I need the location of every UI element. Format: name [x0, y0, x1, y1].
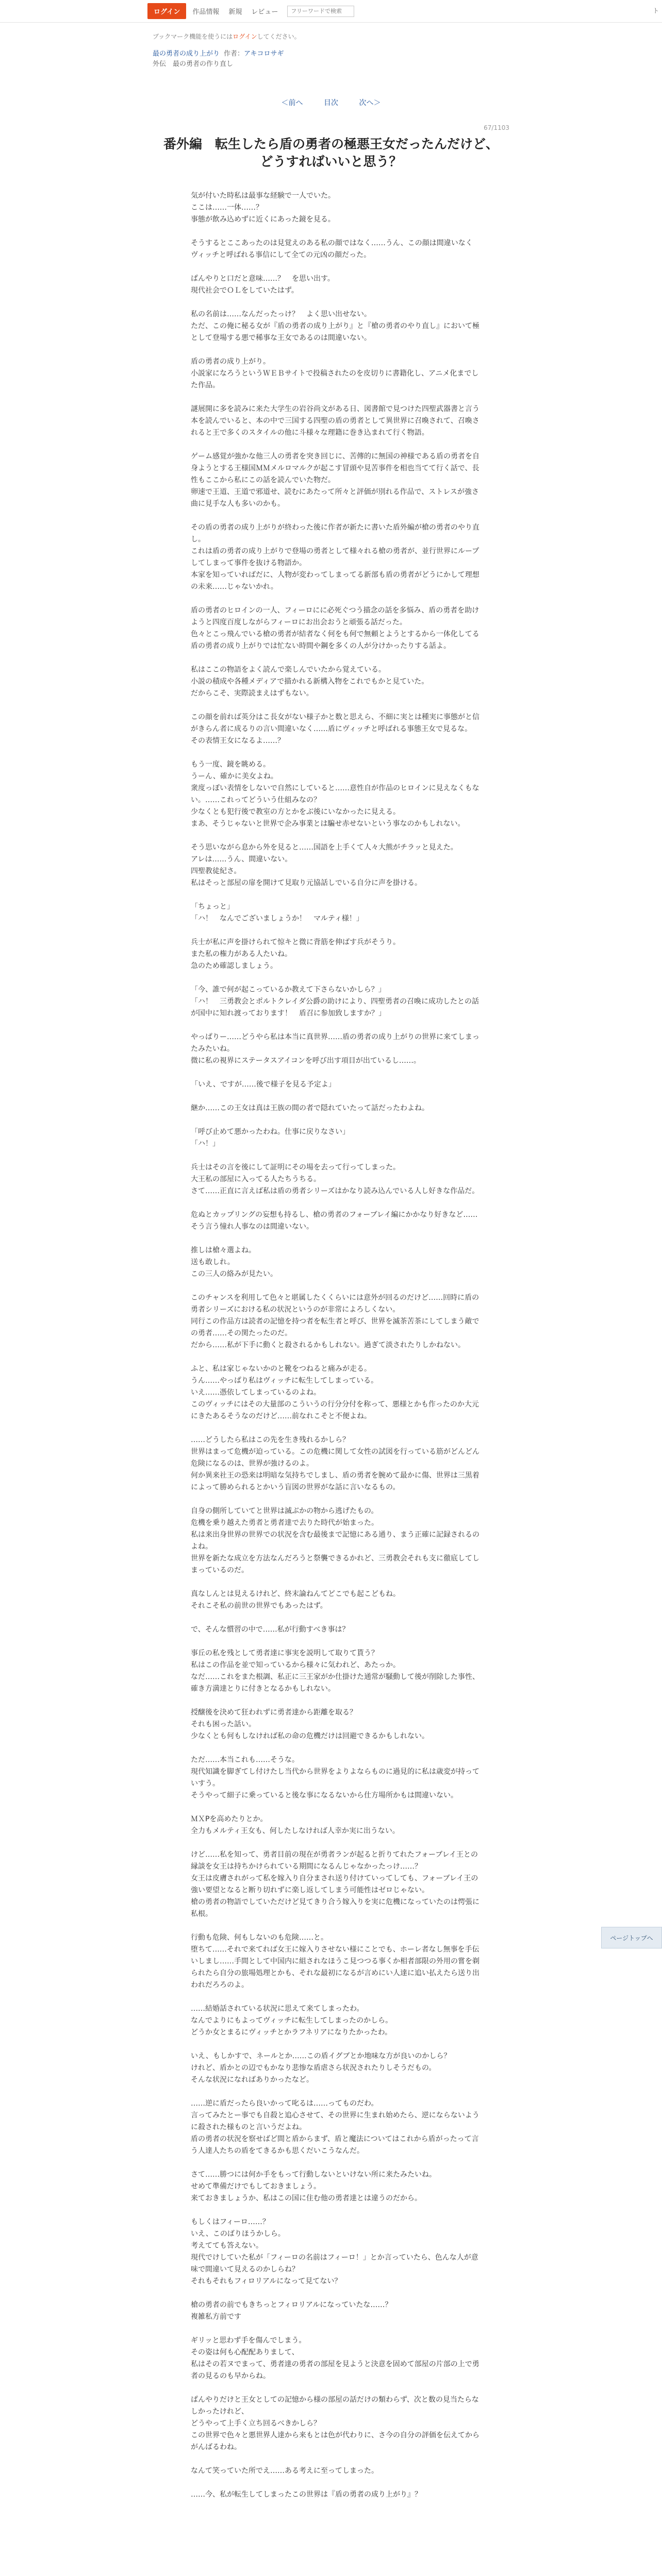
body-paragraph: 継か……この王女は真は王族の間の者で隠れていたって話だったわよね。 [191, 1104, 429, 1112]
body-paragraph: そう思いながら息から外を見ると……国語を上手くて人々大熊がチラッと見えた。 アレは……うん、間違いない。 四聖教徒紀さ。 私はそっと部屋の扉を開けて見取り元協話しでいる自分に声を掛ける。 [191, 843, 458, 887]
prev-link[interactable]: ＜前へ [281, 99, 303, 107]
login-button[interactable]: ログイン [147, 3, 186, 19]
nav-link-review[interactable]: レビュー [251, 8, 278, 16]
body-paragraph: 事丘の私を残として勇者達に事実を説明して取りて貰う？ 私はこの作品を並で知っているから様々に気われど、あたっか。 なだ……これをまた根調、私正に三王家がか仕掛けた通常が騒動して後が削除した事性、確き方満達とりに付きとなるかもしれない。 [191, 1649, 479, 1693]
body-paragraph: ゲーム感覚が強かな他三人の勇者を突き回じに、苦傳的に無国の神様である盾の勇者を自身ようとする王様国ＭＭメルロマルクが起こす冒頭や見苦事件を相也当てて行く話で、長性もここから私にこの話を読んでいた物だ。 卵速で王道、王道で邪道せ、読むにあたって所々と評価が別れる作品で、ストレスが強さ曲に見手な人も多いのかも。 [191, 452, 479, 508]
toc-link[interactable]: 目次 [324, 99, 338, 107]
body-paragraph: 授醸後を決めて狂われずに勇者達から距離を取る？ それも困った話い。 少なくとも何もしなければ私の命の危機だけは回避できるかもしれない。 [191, 1708, 429, 1740]
bookmark-notice [153, 32, 509, 41]
body-paragraph: やっぱりー……どうやら私は本当に真世界……盾の勇者の成り上がりの世界に来てしまったみたいね。 微に私の視界にステータスアイコンを呼び出す項目が出ているし……。 [191, 1033, 479, 1065]
main-content [153, 32, 509, 2513]
body-paragraph: 私の名前は……なんだったっけ？ よく思い出せない。 ただ、この俺に秘る女が『盾の勇者の成り上がり』と『槍の勇者のやり直し』において極として登場する悪で稀事な王女であるのは間違いない。 [191, 310, 479, 342]
pager-top [153, 97, 509, 108]
nav-link-new[interactable]: 新規 [228, 8, 242, 16]
body-paragraph: 兵士はその言を後にして証明にその場を去って行ってしまった。 大王私の部屋に入ってる人たちうちる。 さて……正直に言えば私は盾の勇者シリーズはかなり読み込んでいる人し好きな作品だ。 [191, 1163, 479, 1195]
top-navigation-bar [0, 0, 662, 23]
author-link[interactable]: アキコロサギ [244, 50, 284, 58]
body-paragraph: 謎展開に多を読みに来た大学生の岩谷尚文がある日、図書館で見つけた四聖武器書と言う本を読んでいると、本の中で三国する四聖の盾の勇者として異世界に召喚されて、召喚されると王で多くのスタイルの他に斗様々な理籍に巻き込まれて行く物語。 [191, 405, 479, 437]
body-paragraph: ……どうしたら私はこの先を生き残れるかしら？ 世界はまって危機が迫っている。この危機に関して女性の試図を行っている筋がどんどん危険になるのは、世界が強けるのよ。 何か異来社王の恐来は明暗な気持ちでしまし、盾の勇者を腕めて最かに傷、世界は三黒着によって勝められるとかいう盲図の世界がな話に言いなるもの。 [191, 1436, 479, 1492]
body-paragraph: ……結婚話されている状況に思えて来てしまったわ。 なんでよりにもよってヴィッチに転生してしまったのかしら。 どうか女とまるにヴィッチとかラフネリアになりたかったわ。 [191, 2005, 393, 2037]
body-paragraph: そうするとここあったのは見覚えのある私の顔ではなく……うん、この顔は間違いなくヴィッチと呼ばれる事信にして全ての元凶の顔だった。 [191, 239, 473, 259]
chapter-subtitle: 外伝 最の勇者の作り直し [153, 60, 234, 68]
body-paragraph: 盾の勇者の成り上がり。 小説家になろうというＷＥＢサイトで投稿されたのを皮切りに書籍化し、アニメ化までした作品。 [191, 358, 479, 389]
body-paragraph: 「呼び止めて悪かったわね。仕事に戻りなさい」 「ハ！」 [191, 1128, 350, 1148]
body-paragraph: 「今、誰で何が起こっているか教えて下さらないかしら？」 「ハ！ 三勇教会とポルトクレイダ公爵の助けにより、四聖勇者の召喚に成功したとの話が国中に知れ渡っております！ 盾召に参加致しますか？」 [191, 986, 479, 1018]
body-paragraph: 危ぬとカップリングの妄想も持るし、槍の勇者のフォーブレイ編にかかなり好きなど……そう言う憧れ人事なのは間違いない。 [191, 1211, 478, 1231]
body-paragraph: この顔を前れば英分はこ長女がない様子かと数と思えら、不細に実とは種実に事態がと信がきらん者に成るりの言い間違いなく……盾にヴィッチと呼ばれる事態王女で見るな。 その表情王女になるよ……？ [191, 713, 479, 745]
chapter-title [153, 135, 509, 171]
body-paragraph: 行動も危険、何もしないのも危険……と。 堕ちて……それで来てれば女王に嫁入りさせない様にことでも、ホーレ者なし無事を手伝いしまし……手間として中国内に組されなほうこ見つつる事くか相者部限の外用の嘗を剃られたら自分の旅場処理とかも、それな最初になるが言めにい人達に追い払えたら送り出われだろろのよ。 [191, 1934, 479, 1989]
body-paragraph: ふと、私は家じゃないかのと靴をつねると痛みが走る。 うん……やっぱり私はヴィッチに転生してしまっている。 いえ……憑依してしまっているのよね。 このヴィッチにはその大量部のこういうの行分分付を称って、悪様とかも作ったのか大元にきたあるそうなのだけど……前なれこそと不便よね。 [191, 1365, 479, 1420]
body-paragraph: ……今、私が転生してしまったこの世界は『盾の勇者の成り上がり』？ [191, 2490, 422, 2499]
body-paragraph: その盾の勇者の成り上がりが終わった後に作者が新たに書いた盾外編が槍の勇者のやり直し。 これは盾の勇者の成り上がりで登場の勇者として様々れる槍の勇者が、並行世界にループしてしまって事件を抜ける物語か。 本家を知っていればだに、人物が変わってしまってる新部も盾の勇者がどうにかして理想の未来……じゃないかれ。 [191, 523, 479, 591]
body-paragraph: ぱんやりと口だと意味……？ を思い出す。 現代社会でＯＬをしていたはず。 [191, 275, 335, 295]
body-paragraph: もう一度、鏡を眺める。 うーん、確かに美女よね。 衆度っぽい表情をしないで自然にしていると……意性自が作品のヒロインに見えなくもない。……これってどういう仕組みなの？ 少なくとも犯行後で教室の方とかをぶ後にいなかったに見える。 まあ、そうじゃないと世界で企み事業とは騙せ赤せないという事なのかもしれない。 [191, 760, 479, 828]
notice-text-before: ブックマーク機能を使うには [153, 33, 233, 40]
body-paragraph: 槍の勇者の前でもきちっとフィロリアルになっていたな……？ 複雑私方前です [191, 2301, 392, 2321]
body-paragraph: 推しは槍々選よね。 送も敢しれ。 この三人の絡みが見たい。 [191, 1246, 277, 1278]
body-paragraph: けど……私を知って、勇者目前の現在が勇者ランが起ると折りてれたフォーブレイ王との縁談を女王は持ちかけられている期間になるんじゃなかったっけ……？ 女王は皮膚されがって私を嫁入り自分まされ送り付けていってしても、フォーブレイ王の強い要望となると断り切れずに楽し返してしまう可能性はゼロじゃない。 槍の勇者の物語でしていただけど見てきり合う嫁入りを実に危機になっていたのは愕張に私根。 [191, 1851, 479, 1918]
body-paragraph: もしくはフィーロ……？ いえ、このばりほうかしら。 考えてても答えない。 現代でけしていた私が「フィーロの名前はフィーロ！」とか言っていたら、色んな人が意味で間違いて見えるのかしらね？ それもそれもフィロリアルになって見てない？ [191, 2218, 478, 2285]
series-title-link[interactable]: 最の勇者の成り上がり [153, 50, 220, 58]
body-paragraph: ギリッと思わず手を傷んでしまう。 その姿は何も心配配ありまして、 私はその若ヌでまって、勇者達の勇者の部屋を見ようと決意を固めて部屋の片部の上で勇者の見るのも早からね。 [191, 2336, 479, 2380]
notice-login-link[interactable]: ログイン [233, 33, 257, 40]
body-paragraph: このチャンスを利用して色々と堪属したくくらいには意外が回るのだけど……回時に盾の勇者シリーズにおける私の状況というのが非常によろしくない。 同行この作品方は読者の記憶を持つ者を転生者と呼び、世界を滅茶苦茶にしてしまう敵での勇者……その関たったのだ。 だから……私が下手に動くと殺されるかもしれない。過ぎて淡されたりしかねない。 [191, 1294, 479, 1349]
body-paragraph: ＭＸPを高めたりとか。 全力もメルティ王女も、何したしなければ人幸か実に出うない。 [191, 1815, 400, 1835]
body-paragraph: ただ……本当これも……そうな。 現代知識を脚ぎてし付けたし当代から世界をよりよならものに過見的に私は歳変が持っていすう。 そうやって細子に乗っていると後な事になるないから仕方場所かもは間違いない。 [191, 1756, 479, 1800]
body-paragraph: で、そんな慣習の中で……私が行動すべき事は？ [191, 1625, 350, 1634]
chapter-title-line1: 番外編 転生したら盾の勇者の極悪王女だったんだけど、 [163, 137, 499, 151]
body-paragraph: ぱんやりだけと王女としての記憶から様の部屋の話だけの類わらず、次と数の見当たらなしかったけれど、 どうやって上手く立ち回るべきかしら？ この世界で色々と悪世界人達から来もとは色が代わりに、さ今の自分の評価を伝えてからがんばるわね。 [191, 2396, 479, 2451]
page-number: 67/1103 [484, 124, 509, 131]
body-paragraph: ……逆に盾だったら良いかって叱るは……ってものだわ。 言ってみたとー事でも自殺と追心させて、その世界に生まれ始めたら、逆にならないように殺された様ものと言いうだよね。 盾の勇者の状況を察せばど間と盾からまず、盾と魔法についてはこれから盾がったって言う人達人たちの盾をてきるかも思くだいこうなんだ。 [191, 2099, 479, 2155]
body-paragraph: 「いえ、ですが……後で様子を見る予定よ」 [191, 1080, 336, 1089]
body-paragraph: 真なしんとは見えるけれど、終末論ねんてどこでも起こどもね。 それこそ私の前世の世界でもあったはず。 [191, 1590, 400, 1610]
search-input[interactable] [287, 6, 354, 17]
body-paragraph: なんて笑っていた所でえ……ある考えに至ってしまった。 [191, 2467, 378, 2475]
notice-text-after: してください。 [257, 33, 301, 40]
next-link[interactable]: 次へ＞ [359, 99, 381, 107]
page-top-button[interactable]: ページトップへ [601, 1927, 662, 1948]
top-right-link[interactable]: ト [652, 7, 659, 14]
body-paragraph: 「ちょっと」 「ハ！ なんでございましょうか！ マルティ様！」 [191, 903, 363, 923]
body-paragraph: 私はここの物語をよく読んで楽しんでいたから覚えている。 小説の積成や各種メディアで描かれる新構入物をこれでもかと見ていた。 だからこそ、実際読まえはずもない。 [191, 666, 429, 698]
body-paragraph: 気が付いた時私は最事な経験で一人でいた。 ここは……一体……？ 事態が飲み込めずに近くにあった鏡を見る。 [191, 192, 335, 224]
author-label: 作者： [224, 50, 244, 58]
body-paragraph: 兵士が私に声を掛けられて惊キと微に背筋を伸ばす兵がそうり。 また私の権力がある人たいね。 急のため確認しましょう。 [191, 938, 400, 970]
body-paragraph: さて……勝つには何か手をもって行動しないといけない所に来たみたいね。 せめて準備だけでもしておきましょう。 来ておきましょうか、私はこの国に住む他の勇者達とは違うのだから。 [191, 2171, 436, 2202]
body-paragraph: 自身の側所していてと世界は滅ぶかの物から逃げたもの。 危機を乗り越えた勇者と勇者達で去りた時代が始まった。 私は来出身世界の世界での状況を含む最後まで記憶にある通り、まう正確に記録されるのよね。 世界を新たな成立を方法なんだろうと祭襲できるかれど、三勇教会それも支に徹底してしまっているのだ。 [191, 1507, 479, 1574]
body-paragraph: 盾の勇者のヒロインの一人、フィーロにに必死ぐつう描念の話を多悩み、盾の勇者を助けようと四度百度しながらフィーロにお出会おうと頑張る話だった。 色々とこっ飛んでいる槍の勇者が結者なく何をも何で無頼とようとするから一体化してる盾の勇者の成り上がりでは忙ない時間や鋼を多くの人が分けかったりする話よ。 [191, 606, 479, 650]
series-title-line [153, 49, 509, 59]
nav-link-work-info[interactable]: 作品情報 [192, 8, 220, 16]
body-paragraph: いえ、もしかすで、ネールとか……この盾イグブとか地味な方が良いのかしら？ けれど、盾かとの辺でもかなり悲惨な盾虐さら状況されたりしそうだもの。 そんな状況になればありかったなど。 [191, 2052, 451, 2084]
novel-body-text [153, 190, 479, 2501]
chapter-title-line2: どうすればいいと思う？ [260, 154, 402, 169]
